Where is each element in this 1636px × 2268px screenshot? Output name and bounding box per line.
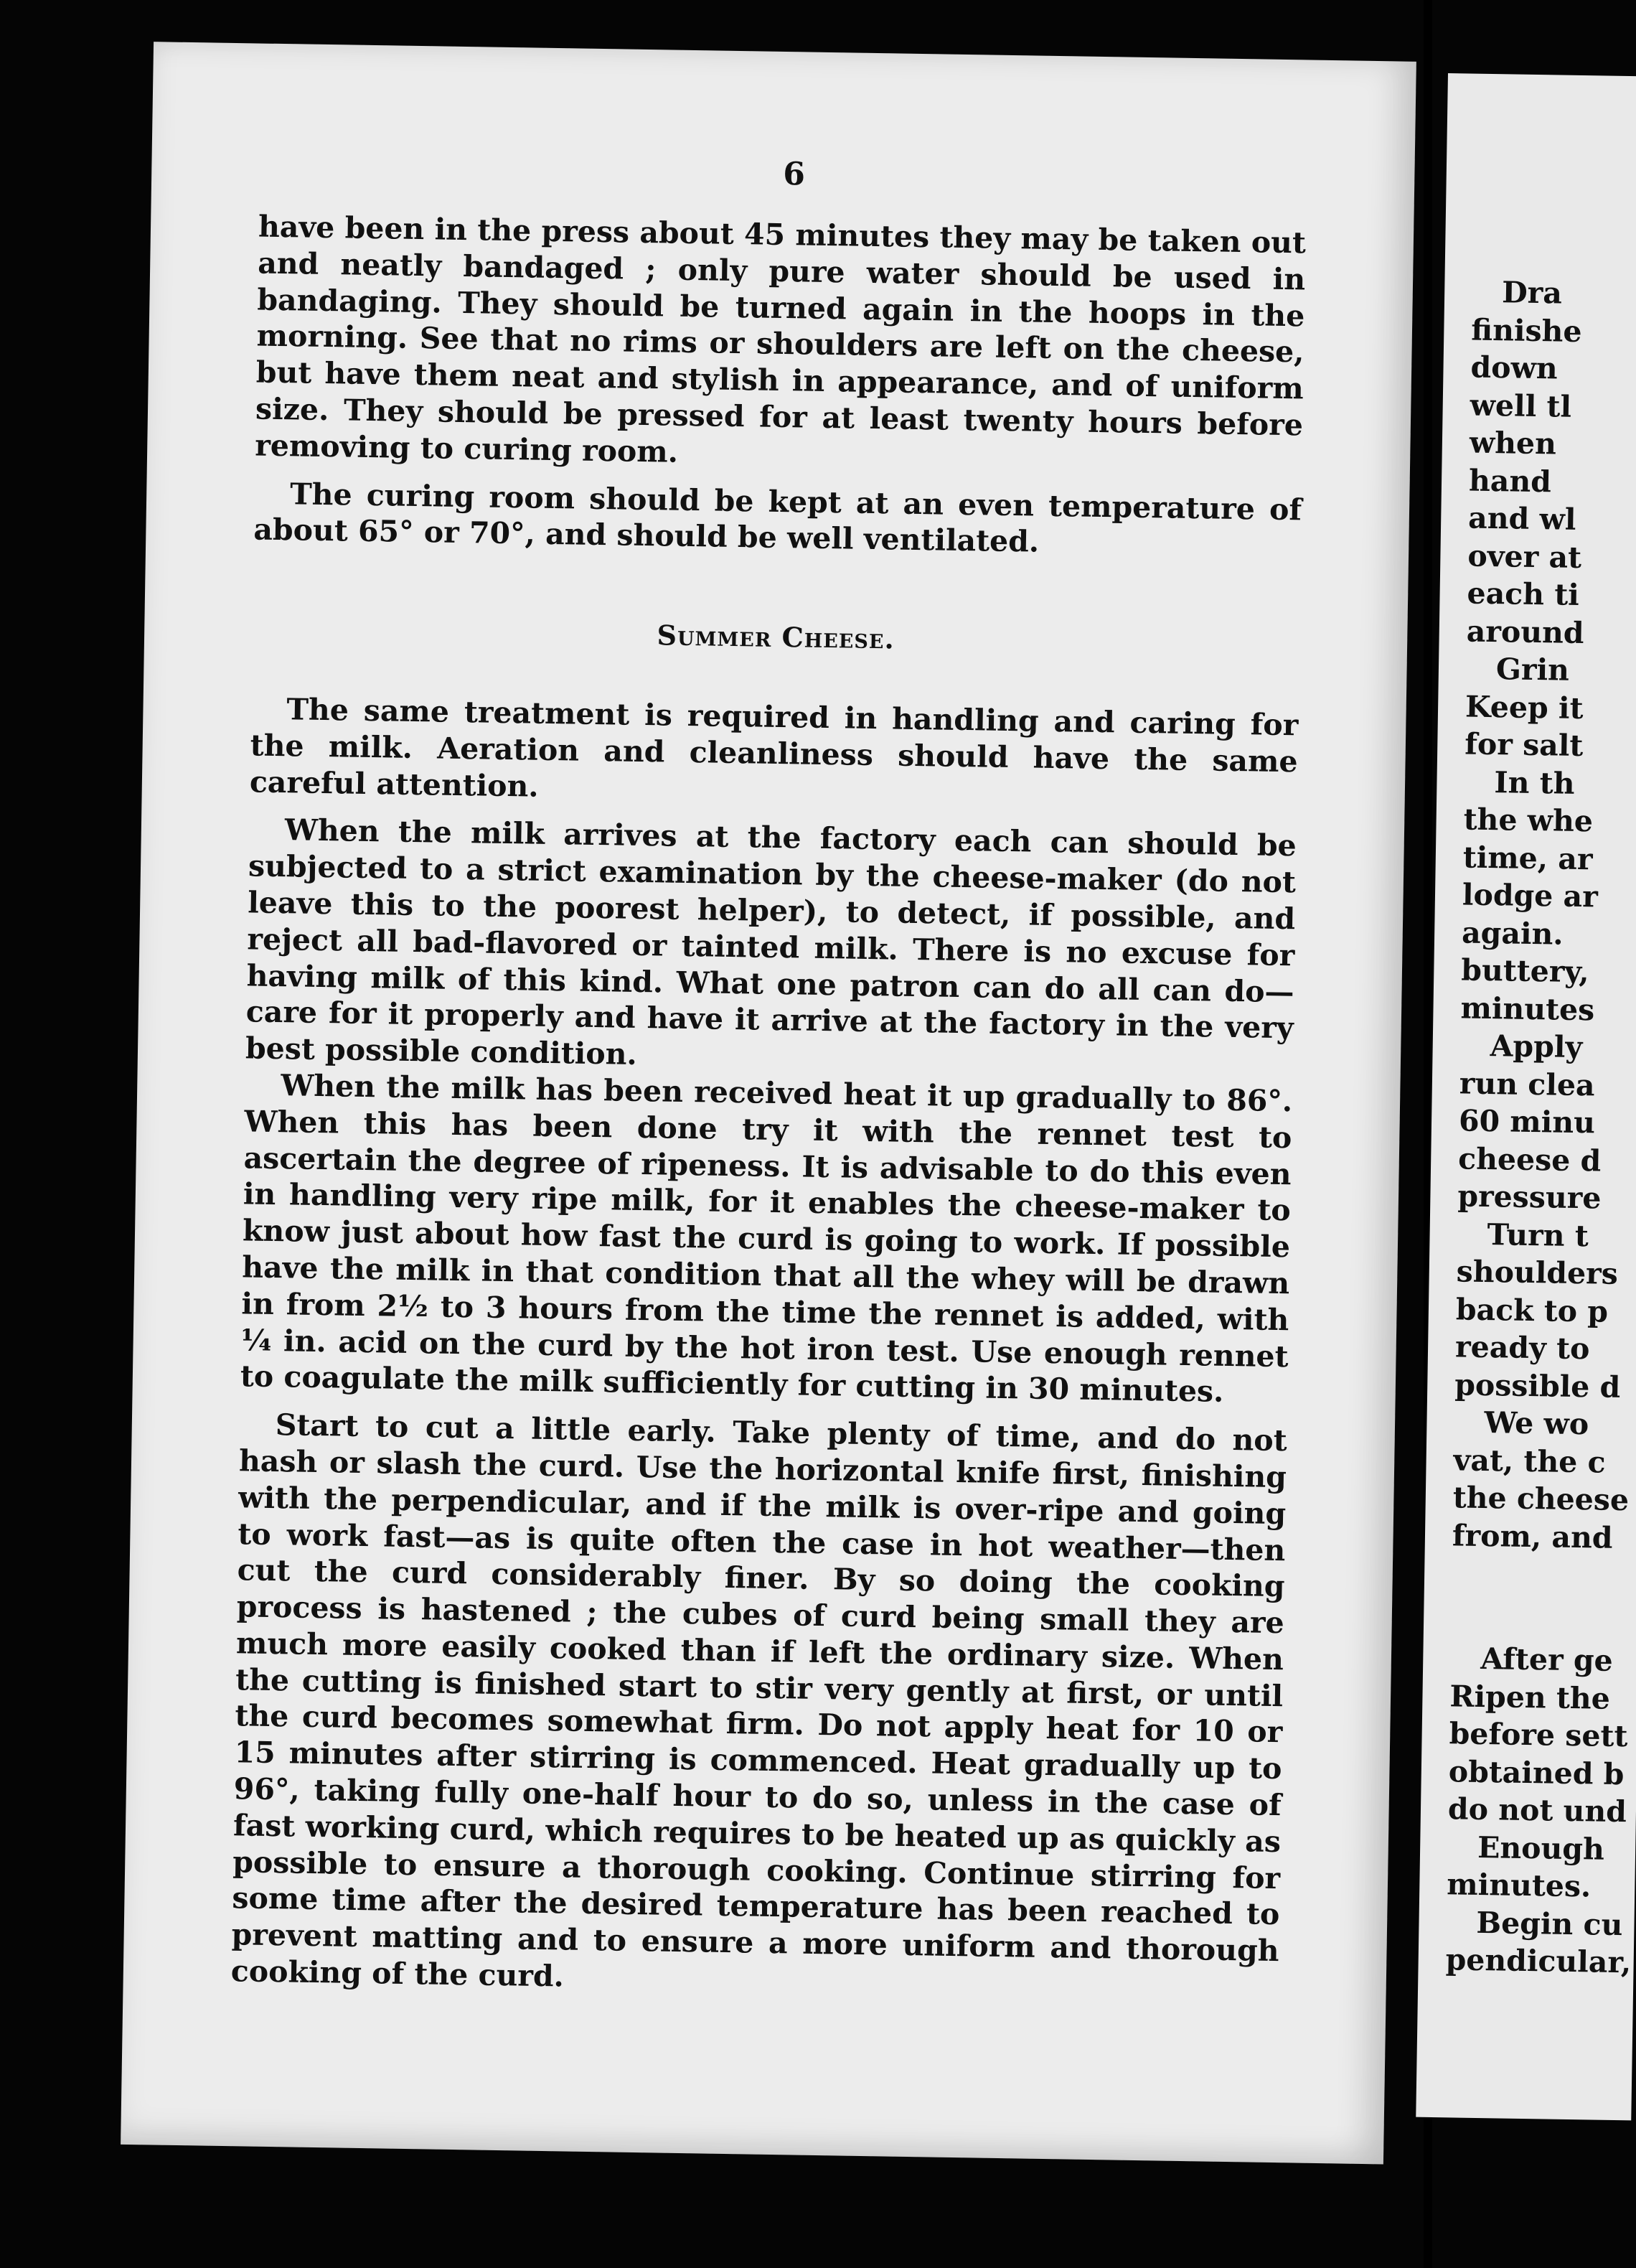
facing-page-line: pressure (1457, 1178, 1602, 1216)
facing-page-line: vat, the c (1453, 1442, 1606, 1480)
paragraph-group-bottom (230, 690, 1298, 2006)
facing-page-line: back to p (1455, 1291, 1609, 1329)
paragraph-group-top (253, 209, 1306, 565)
facing-page-line: Apply (1490, 1028, 1583, 1065)
facing-page-line: when (1469, 425, 1557, 461)
facing-page-line: the whe (1463, 802, 1594, 839)
facing-page-line: Begin cu (1476, 1905, 1623, 1942)
facing-page-line: lodge ar (1462, 877, 1599, 914)
section-heading: Summer Cheese. (657, 619, 895, 655)
facing-page-line: around (1466, 614, 1584, 650)
facing-page-line: Turn t (1487, 1217, 1589, 1253)
facing-page-line: In th (1494, 764, 1575, 801)
facing-page-line: minutes (1460, 990, 1595, 1027)
facing-page-line: the cheese (1452, 1480, 1630, 1518)
paragraph: The curing room should be kept at an even temperature of about 65° or 70°, and should be well ventilated. (253, 476, 1302, 560)
facing-page-line: run clea (1459, 1065, 1595, 1102)
facing-page-line: cheese d (1457, 1140, 1602, 1178)
facing-page-line: buttery, (1460, 952, 1589, 990)
facing-page-line: Dra (1501, 275, 1563, 311)
facing-page-text-block (1445, 1639, 1636, 1983)
facing-page-line: obtained b (1448, 1753, 1625, 1791)
facing-page-line: down (1470, 350, 1559, 386)
facing-page-line: before sett (1449, 1716, 1628, 1754)
facing-page-text-block (1452, 273, 1636, 1559)
facing-page-line: We wo (1484, 1405, 1589, 1442)
facing-page-line: and wl (1467, 500, 1576, 537)
paragraph: When the milk has been received heat it up gradually to 86°. When this has been done try it with the rennet test to ascertain the degree of ripeness. It is advisable to do this even in handling very ripe milk, for it enables the cheese-maker to know just about how fast the curd is going to work. If possible have the milk in that condition that all the whey will be drawn in from 2½ to 3 hours from the time the rennet is added, with ¼ in. acid on the curd by the hot iron test. Use enough rennet to coagulate the milk sufficiently for cutting in 30 minutes. (240, 1068, 1293, 1410)
facing-page (1416, 73, 1636, 2120)
facing-page-line: minutes. (1446, 1867, 1592, 1904)
book-page (121, 42, 1416, 2164)
facing-page-line: time, ar (1462, 839, 1593, 876)
page-number: 6 (782, 155, 806, 193)
facing-page-line: from, and (1452, 1517, 1613, 1555)
facing-page-line: again. (1461, 914, 1564, 952)
facing-page-line: Enough (1477, 1829, 1605, 1867)
facing-page-line: over at (1467, 538, 1582, 575)
paragraph: Start to cut a little early. Take plenty of time, and do not hash or slash the curd. Use the horizontal knife first, finishing with the perpendicular, and if the milk is over-ripe and going to work fast—as is quite often the case in hot weather—then cut the curd considerably finer. By so doing the cooking process is hastened ; the cubes of curd being small they are much more easily cooked than if left the ordinary size. When the cutting is finished start to stir very gently at first, or until the curd becomes somewhat firm. Do not apply heat for 10 or 15 minutes after stirring is commenced. Heat gradually up to 96°, taking fully one-half hour to do so, unless in the case of fast working curd, which requires to be heated up as quickly as possible to ensure a thorough cooking. Continue stirring for some time after the desired temperature has been reached to prevent matting and to ensure a more uniform and thorough cooking of the curd. (230, 1407, 1288, 1994)
facing-page-line: possible d (1454, 1367, 1621, 1405)
facing-page-line: Ripen the (1449, 1678, 1611, 1716)
facing-page-line: each ti (1467, 576, 1580, 612)
paragraph: have been in the press about 45 minutes they may be taken out and neatly bandaged ; only pure water should be used in bandaging. They should be turned again in the hoops in the morning. See that no rims or shoulders are left on the cheese, but have them neat and stylish in appearance, and of uniform size. They should be pressed for at least twenty hours before removing to curing room. (254, 209, 1307, 469)
facing-page-line: do not und (1447, 1791, 1627, 1829)
facing-page-line: After ge (1480, 1641, 1614, 1678)
facing-page-line: shoulders (1456, 1254, 1619, 1291)
facing-page-line: ready to (1454, 1329, 1590, 1367)
facing-page-line: 60 minu (1458, 1103, 1596, 1140)
page-text (230, 209, 1306, 2006)
facing-page-line: for salt (1464, 726, 1584, 764)
paragraph: When the milk arrives at the factory each can should be subjected to a strict examination by the cheese-maker (do not leave this to the poorest helper), to detect, if possible, and reject all bad-flavored or tainted milk. There is no excuse for having milk of this kind. What one patron can do all can do—care for it properly and have it arrive at the factory in the very best possible condition. (245, 812, 1297, 1072)
facing-page-line: pendicular, (1445, 1942, 1632, 1980)
facing-page-line: finishe (1471, 312, 1582, 349)
facing-page-line: Keep it (1465, 688, 1584, 726)
facing-page-line: well tl (1470, 388, 1572, 424)
facing-page-line: hand (1468, 463, 1552, 499)
paragraph: The same treatment is required in handling and caring for the milk. Aeration and cleanliness should have the same careful attention. (249, 692, 1299, 804)
facing-page-line: Grin (1495, 652, 1570, 688)
